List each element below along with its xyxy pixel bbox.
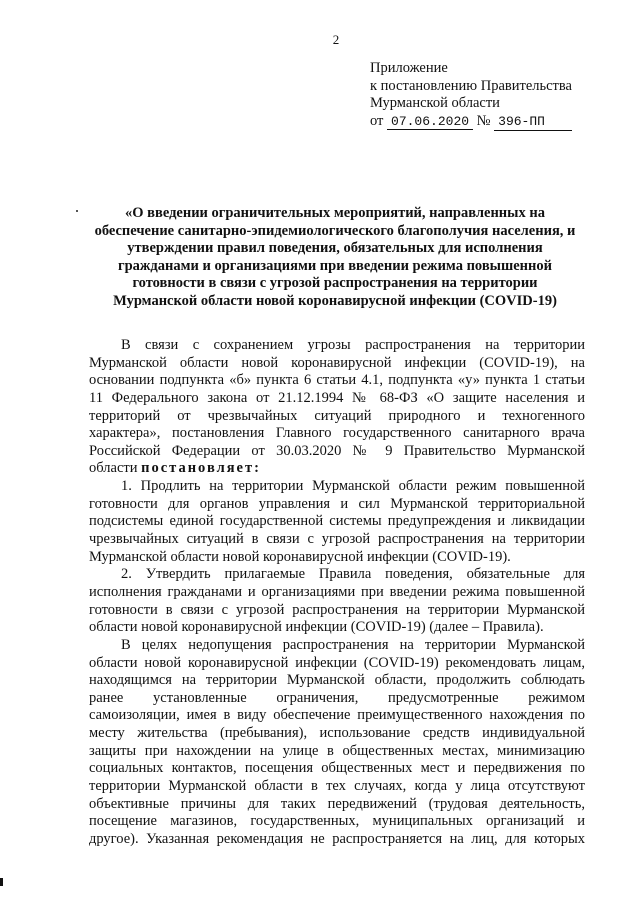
body-line: объективные причины для таких передвижений (трудовая деятельность,	[89, 795, 585, 812]
body-line-decree	[89, 460, 585, 478]
appendix-region: Мурманской области	[370, 95, 500, 111]
body-line: месту жительства (пребывания), использование средств индивидуальной	[89, 725, 585, 742]
title-line: «О введении ограничительных мероприятий, направленных на	[125, 205, 545, 221]
appendix-reference: к постановлению Правительства	[370, 77, 572, 94]
body-line: Мурманской области новой коронавирусной инфекции (COVID-19).	[89, 548, 511, 565]
body-line: социальных контактов, посещения общественных мест и передвижения по	[89, 760, 585, 777]
from-label: от	[370, 112, 384, 129]
body-line: 11 Федерального закона от 21.12.1994 № 68-ФЗ «О защите населения и	[89, 389, 585, 406]
body-line: готовности в связи с угрозой распространения на территории Мурманской	[89, 601, 585, 618]
body-line: Мурманской области новой коронавирусной инфекции (COVID-19), на	[89, 354, 585, 371]
body-line: 2. Утвердить прилагаемые Правила поведения, обязательные для	[121, 566, 585, 583]
body-line: посещение магазинов, государственных, муниципальных организаций и	[89, 813, 585, 830]
body-line: территории Мурманской области в тех случаях, когда у лица отсутствуют	[89, 778, 585, 795]
body-line: Российской Федерации от 30.03.2020 № 9 Правительство Мурманской	[89, 442, 585, 459]
body-line: области новой коронавирусной инфекции (COVID-19) рекомендовать лицам,	[89, 654, 585, 671]
body-line: территорий от чрезвычайных ситуаций природного и техногенного	[89, 407, 585, 424]
body-line: области	[89, 460, 138, 477]
body-line: 1. Продлить на территории Мурманской области режим повышенной	[121, 478, 585, 495]
body-line: исполнения гражданами и организациями при введении режима повышенной	[89, 583, 585, 600]
body-line: области новой коронавирусной инфекции (COVID-19) (далее – Правила).	[89, 619, 544, 636]
decree-date: 07.06.2020	[387, 114, 473, 130]
scan-edge-mark	[0, 878, 3, 886]
body-line: В целях недопущения распространения на территории Мурманской	[121, 636, 585, 653]
number-label: №	[476, 112, 491, 129]
appendix-date-number	[370, 113, 572, 132]
body-line: В связи с сохранением угрозы распространения на территории	[121, 337, 585, 353]
scan-speck	[76, 210, 78, 212]
body-line: самоизоляции, имея в виду обеспечение преимущественного нахождения по	[89, 707, 585, 724]
body-line: защиты при нахождении на улице в общественных местах, минимизацию	[89, 742, 585, 759]
page-number: 2	[332, 32, 340, 47]
title-line: гражданами и организациями при введении режима повышенной	[118, 257, 552, 274]
appendix-title: Приложение	[370, 60, 448, 76]
body-line: находящимся на территории Мурманской области, продолжить соблюдать	[89, 672, 585, 689]
body-line: характера», постановления Главного государственного санитарного врача	[89, 425, 585, 442]
body-line: основании подпункта «б» пункта 6 статьи 4.1, подпункта «у» пункта 1 статьи	[89, 372, 585, 389]
title-line: утверждении правил поведения, обязательных для исполнения	[127, 240, 543, 257]
appendix-header	[370, 60, 572, 131]
body-line: другое). Указанная рекомендация не распространяется на лиц, для которых	[89, 830, 585, 847]
document-title	[80, 205, 590, 311]
document-body	[89, 337, 585, 849]
body-line: готовности для органов управления и сил Мурманской территориальной	[89, 495, 585, 512]
body-line: подсистемы единой государственной системы предупреждения и ликвидации	[89, 513, 585, 530]
body-line: чрезвычайных ситуаций в связи с угрозой распространения на территории	[89, 531, 585, 548]
body-line: ранее установленные ограничения, предусмотренные режимом	[89, 689, 585, 706]
title-line: готовности в связи с угрозой распространения на территории	[132, 275, 538, 292]
decree-word: постановляет:	[141, 460, 261, 477]
title-line: обеспечение санитарно-эпидемиологического благополучия населения, и	[94, 222, 576, 239]
decree-number: 396-ПП	[494, 113, 572, 132]
title-line: Мурманской области новой коронавирусной инфекции (COVID-19)	[113, 292, 557, 309]
